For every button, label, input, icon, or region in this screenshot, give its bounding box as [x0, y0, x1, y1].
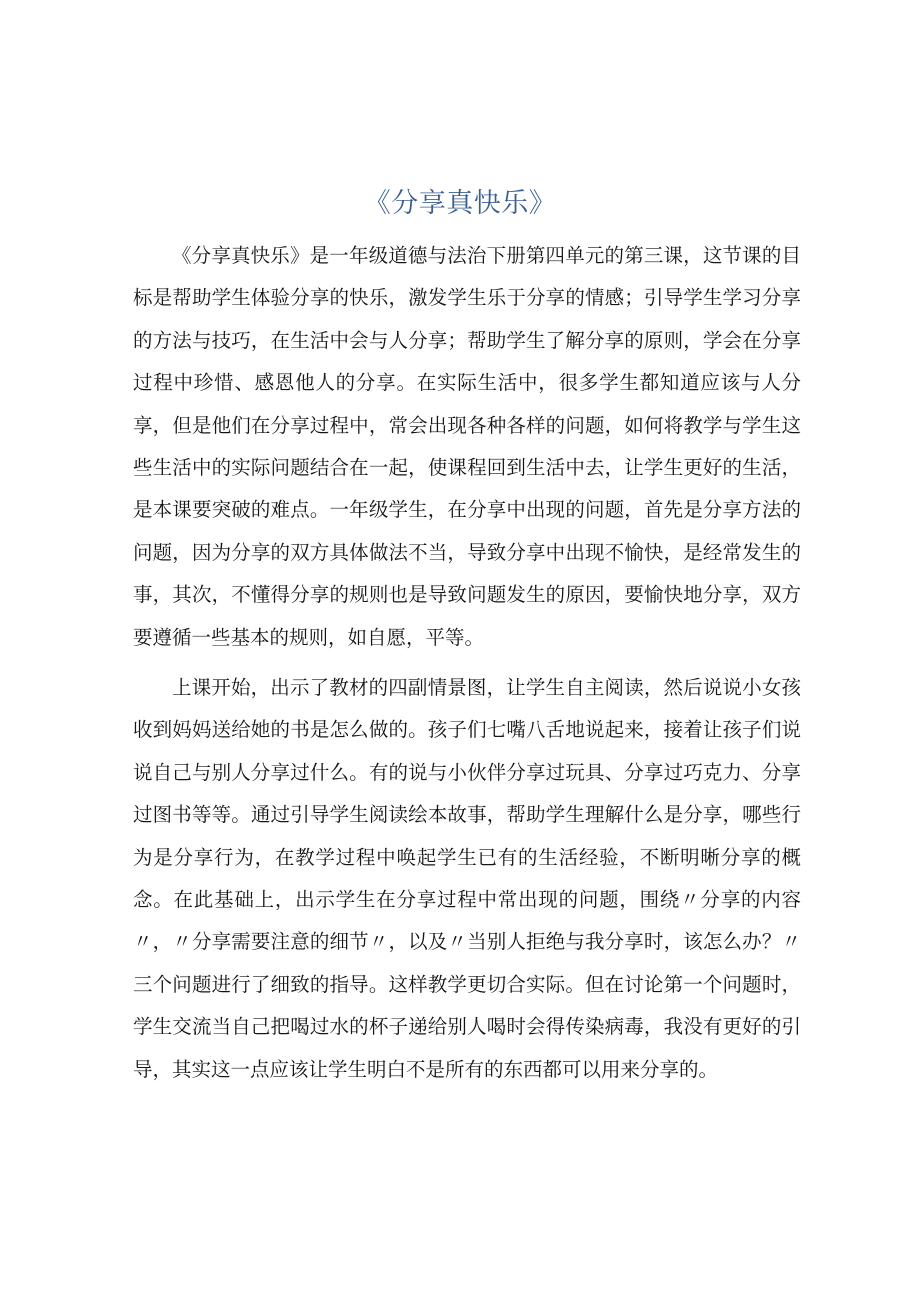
page-title: 《分享真快乐》	[363, 188, 557, 219]
paragraph-2: 上课开始，出示了教材的四副情景图，让学生自主阅读，然后说说小女孩收到妈妈送给她的书是怎么做的。孩子们七嘴八舌地说起来，接着让孩子们说说自己与别人分享过什么。有的说与小伙伴分享过玩具、分享过巧克力、分享过图书等等。通过引导学生阅读绘本故事，帮助学生理解什么是分享，哪些行为是分享行为，在教学过程中唤起学生已有的生活经验，不断明晰分享的概念。在此基础上，出示学生在分享过程中常出现的问题，围绕〃分享的内容〃，〃分享需要注意的细节〃，以及〃当别人拒绝与我分享时，该怎么办？〃三个问题进行了细致的指导。这样教学更切合实际。但在讨论第一个问题时，学生交流当自己把喝过水的杯子递给别人喝时会得传染病毒，我没有更好的引导，其实这一点应该让学生明白不是所有的东西都可以用来分享的。	[133, 676, 801, 1081]
paragraph-1: 《分享真快乐》是一年级道德与法治下册第四单元的第三课，这节课的目标是帮助学生体验分享的快乐，激发学生乐于分享的情感；引导学生学习分享的方法与技巧，在生活中会与人分享；帮助学生了解分享的原则，学会在分享过程中珍惜、感恩他人的分享。在实际生活中，很多学生都知道应该与人分享，但是他们在分享过程中，常会出现各种各样的问题，如何将教学与学生这些生活中的实际问题结合在一起，使课程回到生活中去，让学生更好的生活，是本课要突破的难点。一年级学生，在分享中出现的问题，首先是分享方法的问题，因为分享的双方具体做法不当，导致分享中出现不愉快，是经常发生的事，其次，不懂得分享的规则也是导致问题发生的原因，要愉快地分享，双方要遵循一些基本的规则，如自愿，平等。	[133, 244, 801, 649]
